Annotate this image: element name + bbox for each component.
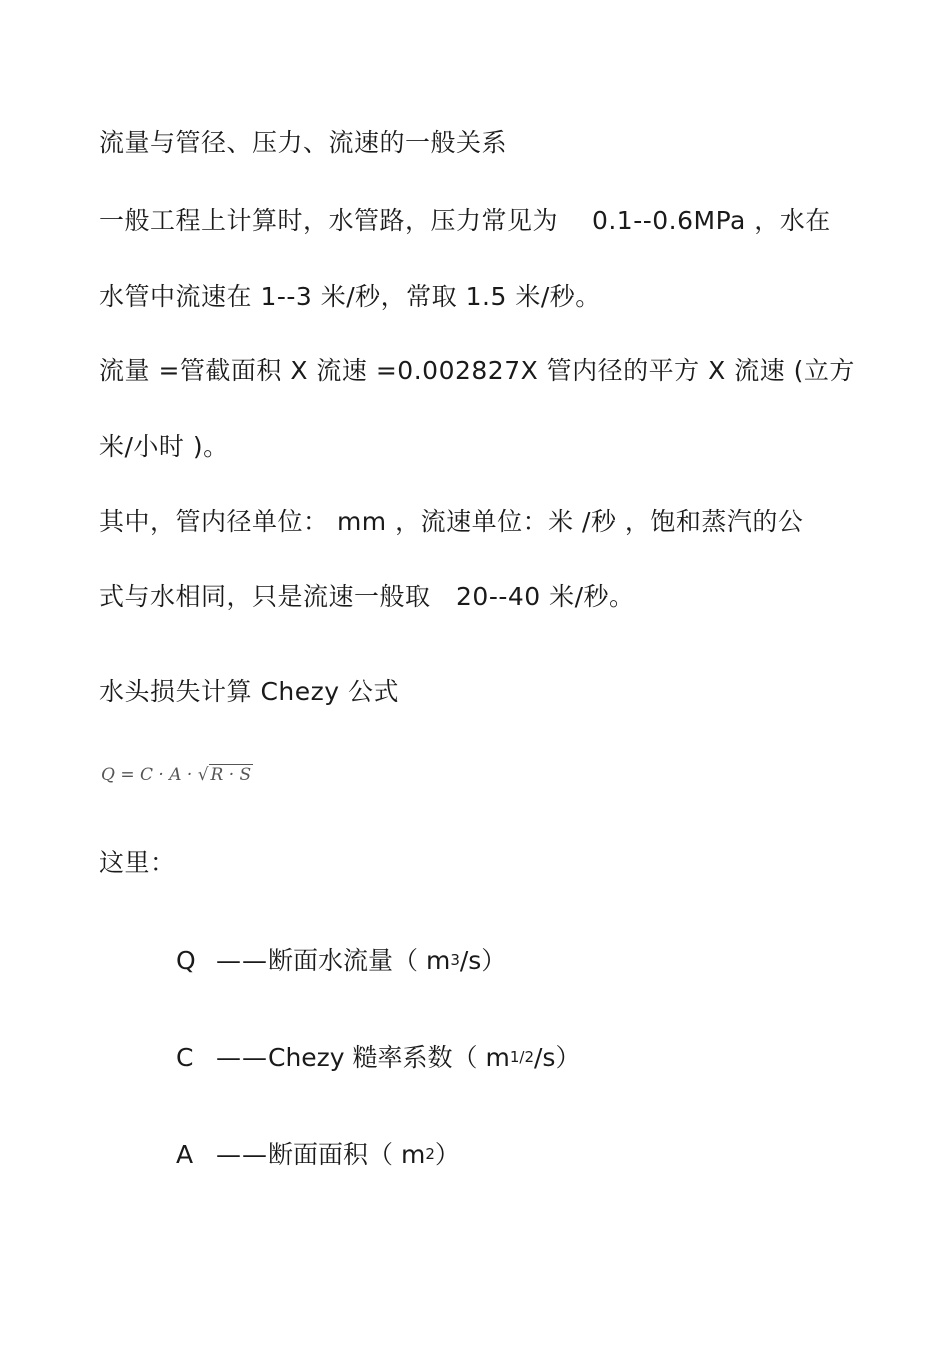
definition-text: 断面面积（ m xyxy=(268,1140,426,1169)
formula-lhs: Q = C · A · √ xyxy=(101,765,209,785)
paragraph-line: 流量 =管截面积 X 流速 =0.002827X 管内径的平方 X 流速 (立方 xyxy=(99,356,855,385)
definition-q xyxy=(176,946,506,979)
definition-text: Chezy 糙率系数（ m xyxy=(268,1043,510,1072)
paragraph-line: 一般工程上计算时，水管路，压力常见为 0.1--0.6MPa ，水在 xyxy=(99,206,831,235)
symbol: C xyxy=(176,1043,194,1072)
definition-text: 断面水流量（ m xyxy=(268,946,451,975)
paragraph-line: 其中，管内径单位： mm ，流速单位：米 /秒 ，饱和蒸汽的公 xyxy=(99,507,804,536)
superscript: 1/2 xyxy=(509,1048,534,1066)
definition-a xyxy=(176,1140,460,1173)
symbol: A xyxy=(176,1140,194,1169)
dash: —— xyxy=(216,1043,268,1072)
dash: —— xyxy=(216,1140,268,1169)
chezy-formula-image xyxy=(101,760,252,790)
paragraph-line: 米/小时 )。 xyxy=(99,432,229,461)
definition-tail: /s） xyxy=(459,946,507,975)
dash: —— xyxy=(216,946,268,975)
definition-tail: /s） xyxy=(534,1043,581,1072)
heading-chezy-formula: 水头损失计算 Chezy 公式 xyxy=(99,677,399,706)
superscript: 2 xyxy=(425,1145,435,1163)
paragraph-line: 式与水相同，只是流速一般取 20--40 米/秒。 xyxy=(99,582,635,611)
here-label: 这里： xyxy=(99,848,176,877)
definition-c xyxy=(176,1043,580,1076)
superscript: 3 xyxy=(450,951,460,969)
formula-radicand: R · S xyxy=(210,765,252,785)
symbol: Q xyxy=(176,946,196,975)
paragraph-line: 水管中流速在 1--3 米/秒，常取 1.5 米/秒。 xyxy=(99,282,601,311)
definition-tail: ） xyxy=(434,1140,460,1169)
heading-flow-relation: 流量与管径、压力、流速的一般关系 xyxy=(99,128,508,157)
